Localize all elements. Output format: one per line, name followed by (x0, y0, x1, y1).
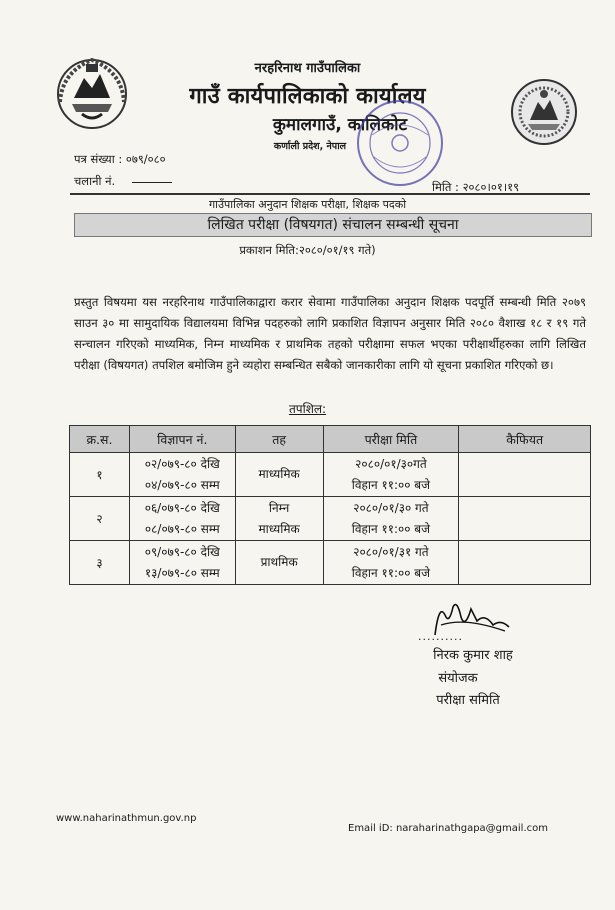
col-serial: क्र.स. (70, 426, 130, 453)
row-level (235, 453, 323, 497)
exam-time: विहान ११:०० बजे (351, 477, 431, 492)
notice-title: लिखित परीक्षा (विषयगत) संचालन सम्बन्धी सूचना (74, 213, 592, 237)
level: माध्यमिक (258, 467, 300, 481)
signature-line: .......... (418, 630, 463, 643)
row-remarks (459, 541, 591, 585)
office-location: कुमालगाउँ, कालिकोट (272, 115, 408, 135)
col-level: तह (235, 426, 323, 453)
office-name: गाउँ कार्यपालिकाको कार्यालय (189, 84, 426, 109)
signatory-committee: परीक्षा समिति (436, 693, 500, 708)
col-remarks: कैफियत (459, 426, 591, 453)
province-name: कर्णाली प्रदेश, नेपाल (273, 141, 347, 152)
letter-date: मिति : २०८०।०१।१९ (432, 180, 520, 194)
exam-time: विहान ११:०० बजे (351, 521, 431, 536)
row-level (235, 541, 323, 585)
ad-from: ०६/०७९-८० देखि (144, 500, 220, 515)
exam-time: विहान ११:०० बजे (351, 565, 431, 580)
level: प्राथमिक (260, 555, 298, 569)
publication-date: प्रकाशन मिति:२०८०/०१/१९ गते) (239, 243, 376, 257)
row-exam-date (323, 541, 459, 585)
row-remarks (459, 497, 591, 541)
row-exam-date (323, 453, 459, 497)
row-remarks (459, 453, 591, 497)
row-serial: २ (70, 497, 130, 541)
level: निम्न (268, 500, 290, 515)
notice-body: प्रस्तुत विषयमा यस नरहरिनाथ गाउँपालिकाद्वारा करार सेवामा गाउँपालिका अनुदान शिक्षक पदपूर्ति सम्बन्धी मिति २०७९ साउन ३० मा सामुदायिक विद्यालयमा विभिन्न पदहरुको लागि प्रकाशित विज्ञापन अनुसार मिति २०८० वैशाख १८ र १९ गते सन्चालन गरिएको माध्यमिक, निम्न माध्यमिक र प्राथमिक तहको परीक्षामा सफल भएका परीक्षार्थीहरुका लागि लिखित परीक्षा (विषयगत) तपशिल बमोजिम हुने व्यहोरा सम्बन्धित सबैको जानकारीका लागि यो सूचना प्रकाशित गरिएको छ। (74, 295, 586, 372)
reference-number: पत्र संख्या : ०७९/०८० (74, 152, 166, 166)
row-exam-date (323, 497, 459, 541)
ad-to: १३/०७९-८० सम्म (144, 565, 220, 580)
exam-date: २०८०/०१/३१ गते (353, 544, 429, 559)
level-line2: माध्यमिक (258, 521, 300, 536)
details-heading: तपशिल: (288, 402, 327, 416)
row-advertisement (129, 497, 235, 541)
table-row (70, 497, 591, 541)
exam-date: २०८०/०१/३०गते (355, 456, 427, 471)
footer-website: www.naharinathmun.gov.np (56, 813, 197, 824)
signatory-role: संयोजक (438, 671, 478, 686)
col-advertisement: विज्ञापन नं. (129, 426, 235, 453)
header-divider (70, 193, 590, 195)
row-advertisement (129, 541, 235, 585)
municipality-name: नरहरिनाथ गाउँपालिका (254, 61, 361, 76)
row-advertisement (129, 453, 235, 497)
official-stamp (352, 95, 448, 191)
exam-date: २०८०/०१/३० गते (353, 500, 429, 515)
table-row (70, 453, 591, 497)
signatory-name: निरक कुमार शाह (433, 648, 513, 663)
notice-subtitle: गाउँपालिका अनुदान शिक्षक परीक्षा, शिक्षक पदको (208, 198, 407, 211)
dispatch-number-blank (132, 182, 172, 183)
footer-email: Email iD: naraharinathgapa@gmail.com (348, 823, 548, 834)
ad-from: ०९/०७९-८० देखि (144, 544, 220, 559)
ad-to: ०८/०७९-८० सम्म (144, 521, 220, 536)
exam-schedule-table (69, 425, 591, 585)
ad-to: ०४/०७९-८० सम्म (144, 477, 220, 492)
dispatch-number: चलानी नं. (74, 174, 116, 188)
ad-from: ०२/०७९-८० देखि (144, 456, 220, 471)
row-level (235, 497, 323, 541)
row-serial: १ (70, 453, 130, 497)
table-row (70, 541, 591, 585)
table-header-row (70, 426, 591, 453)
row-serial: ३ (70, 541, 130, 585)
col-exam-date: परीक्षा मिति (323, 426, 459, 453)
